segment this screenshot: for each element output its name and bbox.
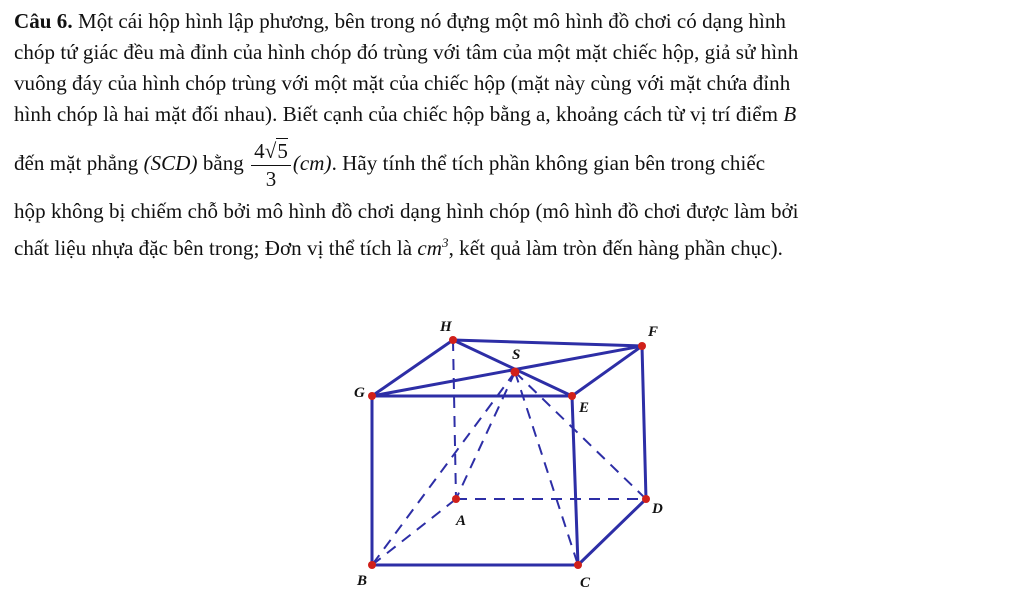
label-h: H — [440, 319, 452, 335]
label-e: E — [579, 400, 590, 416]
plane-scd: (SCD) — [143, 151, 198, 175]
edge-ba — [372, 499, 456, 565]
edge-ec — [572, 396, 578, 565]
problem-text-2: chóp tứ giác đều mà đỉnh của hình chóp đó trùng với tâm của một mặt chiếc hộp, giả sử hình — [14, 40, 799, 64]
vertex-e — [568, 392, 576, 400]
problem-text-5-mid: bằng — [202, 151, 244, 175]
vertex-d — [642, 495, 650, 503]
label-c: C — [580, 575, 591, 591]
question-label: Câu 6. — [14, 9, 73, 33]
vertex-b — [368, 561, 376, 569]
problem-text-4: hình chóp là hai mặt đối nhau). Biết cạnh của chiếc hộp bằng a, khoảng cách từ vị trí điểm — [14, 102, 779, 126]
fraction-denominator: 3 — [265, 166, 277, 191]
label-s: S — [512, 347, 521, 363]
pyramid-edge-sb — [372, 372, 515, 565]
volume-unit-base: cm — [417, 236, 443, 260]
label-g: G — [354, 385, 365, 401]
vertex-labels — [354, 319, 663, 591]
fraction-coefficient: 4 — [254, 138, 265, 163]
vertex-g — [368, 392, 376, 400]
problem-text-5-post: . Hãy tính thể tích phần không gian bên trong chiếc — [331, 151, 766, 175]
label-f: F — [648, 324, 659, 340]
vertex-a — [452, 495, 460, 503]
vertex-h — [449, 336, 457, 344]
edge-fd — [642, 346, 646, 499]
vertex-s — [511, 368, 520, 377]
volume-unit-exponent: 3 — [442, 235, 449, 250]
unit-cm: (cm) — [292, 151, 332, 175]
vertex-c — [574, 561, 582, 569]
edge-ha — [453, 340, 456, 499]
problem-text-5-pre: đến mặt phẳng — [14, 151, 139, 175]
edge-hf — [453, 340, 642, 346]
problem-text-1: Một cái hộp hình lập phương, bên trong nó đựng một mô hình đồ chơi có dạng hình — [77, 9, 786, 33]
problem-text-3: vuông đáy của hình chóp trùng với một mặt của chiếc hộp (mặt này cùng với mặt chứa đỉnh — [14, 71, 791, 95]
problem-text-7-post: , kết quả làm tròn đến hàng phần chục). — [448, 236, 783, 260]
fraction-radicand: 5 — [277, 138, 288, 163]
pyramid-edge-sa — [456, 372, 515, 499]
edge-cd — [578, 499, 646, 565]
label-a: A — [456, 513, 467, 529]
diagonal-gf — [372, 346, 642, 396]
fraction-numerator: 4√5 — [251, 141, 291, 166]
vertex-f — [638, 342, 646, 350]
point-b-variable: B — [783, 102, 797, 126]
problem-text-7-pre: chất liệu nhựa đặc bên trong; Đơn vị thể tích là — [14, 236, 413, 260]
label-b: B — [357, 573, 368, 589]
problem-text-6: hộp không bị chiếm chỗ bởi mô hình đồ chơi dạng hình chóp (mô hình đồ chơi được làm bởi — [14, 199, 799, 223]
pyramid-edge-sc — [515, 372, 578, 565]
label-d: D — [652, 501, 663, 517]
solid-edges — [372, 340, 646, 565]
